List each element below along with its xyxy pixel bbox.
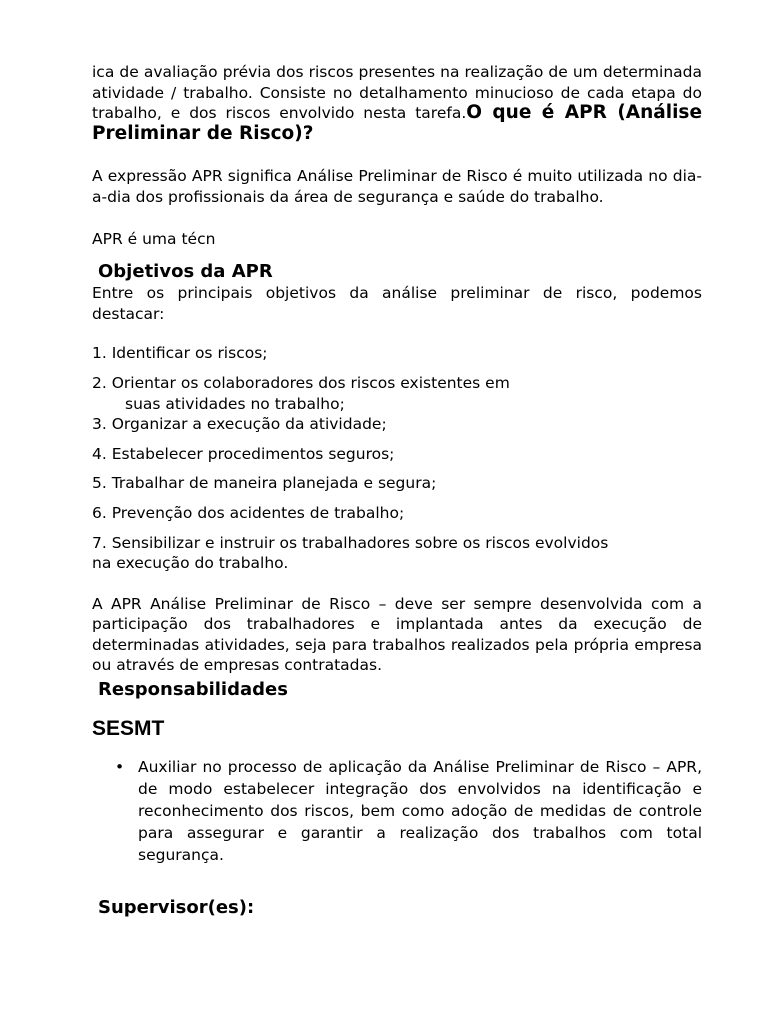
list-item: na execução do trabalho. (92, 554, 289, 573)
objectives-intro: Entre os principais objetivos da análise preliminar de risco, podemos destacar: (92, 284, 702, 323)
sesmt-heading: SESMT (92, 717, 165, 741)
bullet-icon: • (115, 758, 125, 777)
expression-paragraph: A expressão APR significa Análise Preliminar de Risco é muito utilizada no dia-a-dia dos profissionais da área de segurança e saúde do trabalho. (92, 167, 702, 206)
list-item-continuation: suas atividades no trabalho; (125, 394, 345, 413)
objectives-heading: Objetivos da APR (98, 261, 273, 283)
sesmt-bullet-item (92, 756, 702, 866)
list-item: 3. Organizar a execução da atividade; (92, 415, 387, 434)
list-item: 1. Identificar os riscos; (92, 344, 268, 363)
list-item: 7. Sensibilizar e instruir os trabalhadores sobre os riscos evolvidos (92, 533, 609, 552)
intro-text: ica de avaliação prévia dos riscos presentes na realização de um determinada atividade / trabalho. Consiste no detalhamento minucioso de cada etapa do trabalho, e dos riscos envolvido nesta tarefa. (92, 63, 702, 123)
objectives-list (92, 343, 702, 573)
list-item: 2. Orientar os colaboradores dos riscos existentes em (92, 373, 510, 392)
responsibilities-heading: Responsabilidades (98, 679, 288, 701)
list-item: 6. Prevenção dos acidentes de trabalho; (92, 503, 405, 522)
intro-paragraph (92, 62, 702, 144)
apr-truncated-text: APR é uma técn (92, 229, 216, 248)
apr-question-heading: O que é APR (Análise Preliminar de Risco)? (92, 102, 702, 144)
list-item (92, 394, 702, 415)
list-item: 4. Estabelecer procedimentos seguros; (92, 444, 395, 463)
supervisor-heading: Supervisor(es): (98, 897, 255, 919)
sesmt-item-text: Auxiliar no processo de aplicação da Análise Preliminar de Risco – APR, de modo estabelecer integração dos envolvidos na identificação e reconhecimento dos riscos, bem como adoção de medidas de controle para assegurar e garantir a realização dos trabalhos com total segurança. (138, 758, 702, 865)
list-item: 5. Trabalhar de maneira planejada e segura; (92, 474, 437, 493)
document-page (92, 62, 702, 920)
participation-paragraph: A APR Análise Preliminar de Risco – deve ser sempre desenvolvida com a participação dos trabalhadores e implantada antes da execução de determinadas atividades, seja para trabalhos realizados pela própria empresa ou através de empresas contratadas. (92, 594, 702, 675)
